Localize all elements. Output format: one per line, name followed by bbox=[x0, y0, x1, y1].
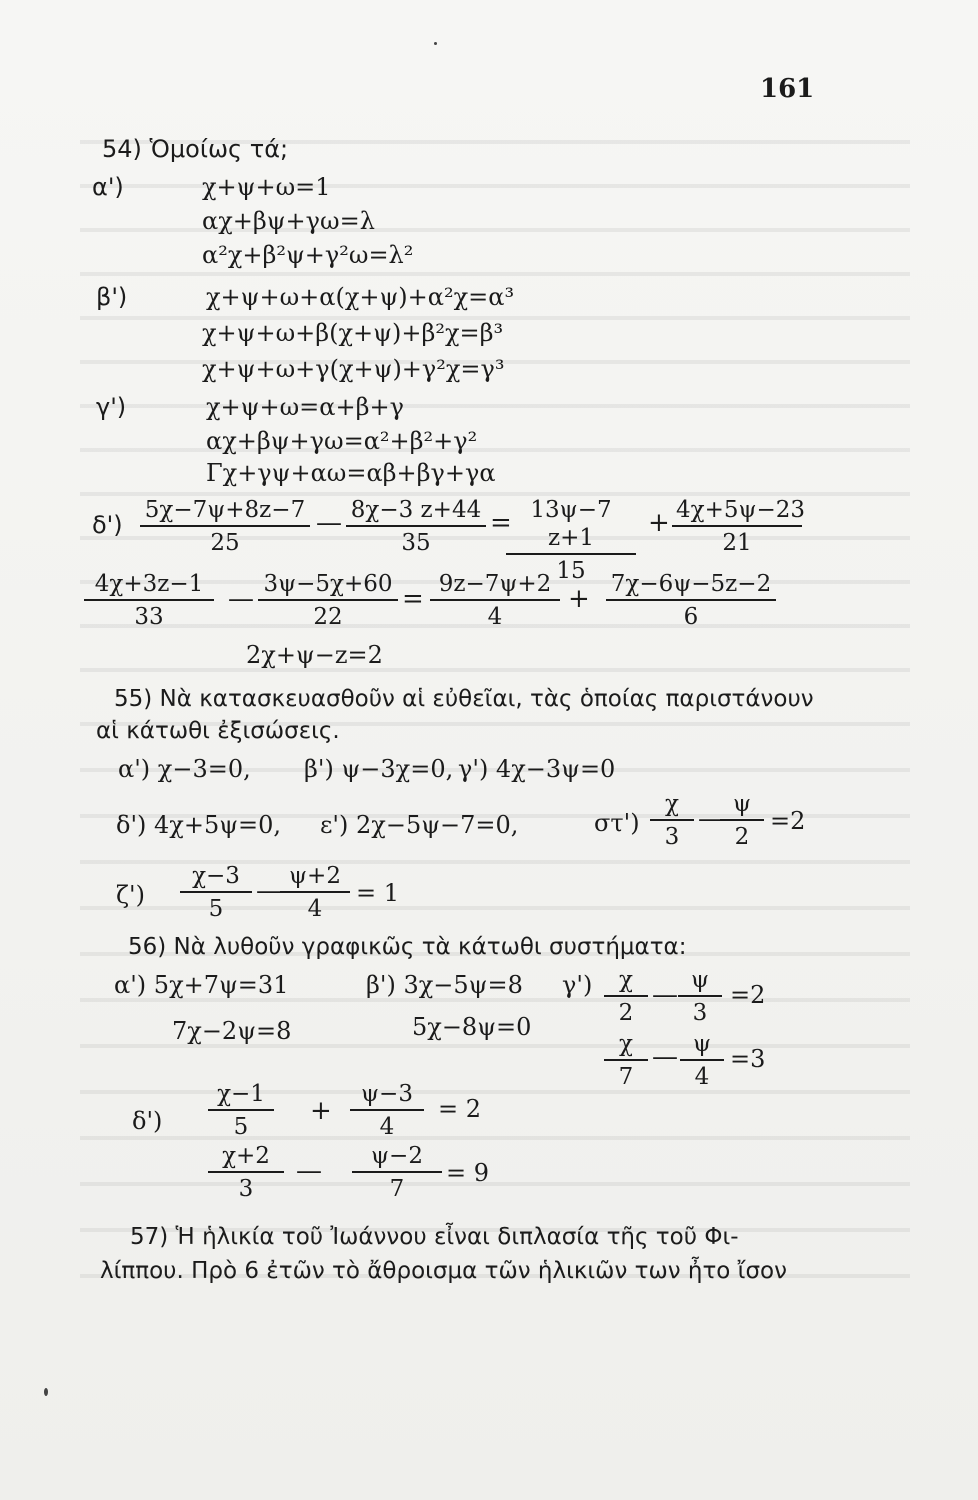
fraction bbox=[604, 1030, 648, 1091]
problem-57-line-1: 57) Ἡ ἡλικία τοῦ Ἰωάννου εἶναι διπλασία τῆς τοῦ Φι- bbox=[130, 1224, 739, 1250]
denominator: 4 bbox=[694, 1064, 710, 1090]
fraction bbox=[720, 790, 764, 851]
equation: 7χ−2ψ=8 bbox=[172, 1017, 292, 1045]
operator: — bbox=[652, 1042, 678, 1072]
problem-57-line-2: λίππου. Πρὸ 6 ἐτῶν τὸ ἄθροισμα τῶν ἡλικιῶν των ἦτο ἴσον bbox=[100, 1258, 787, 1284]
page-number: 161 bbox=[760, 74, 815, 104]
equation: α²χ+β²ψ+γ²ω=λ² bbox=[202, 241, 414, 269]
fraction bbox=[606, 570, 776, 631]
operator: — bbox=[256, 876, 282, 906]
label: ζ') bbox=[116, 881, 145, 909]
label: στ') bbox=[594, 809, 640, 837]
numerator: χ bbox=[650, 790, 694, 821]
numerator: 8χ−3 z+44 bbox=[346, 496, 486, 527]
equation: χ+ψ+ω=1 bbox=[202, 173, 331, 201]
denominator: 25 bbox=[210, 530, 240, 556]
equation: χ+ψ+ω+γ(χ+ψ)+γ²χ=γ³ bbox=[202, 355, 505, 383]
label: γ') bbox=[562, 971, 593, 999]
numerator: 7χ−6ψ−5z−2 bbox=[606, 570, 776, 601]
equation-rhs: = 2 bbox=[438, 1095, 482, 1123]
numerator: χ bbox=[604, 1030, 648, 1061]
equation-rhs: = 1 bbox=[356, 879, 400, 907]
operator: = bbox=[402, 584, 424, 614]
numerator: 4χ+3z−1 bbox=[84, 570, 214, 601]
fraction bbox=[672, 496, 806, 557]
problem-54-c-label: γ') bbox=[96, 393, 127, 421]
equation: 5χ−8ψ=0 bbox=[412, 1013, 532, 1041]
problem-56-header: 56) Νὰ λυθοῦν γραφικῶς τὰ κάτωθι συστήματα: bbox=[128, 934, 687, 960]
denominator: 5 bbox=[233, 1114, 249, 1140]
denominator: 4 bbox=[307, 896, 323, 922]
numerator: 9z−7ψ+2 bbox=[430, 570, 560, 601]
denominator: 5 bbox=[208, 896, 224, 922]
fraction bbox=[180, 862, 252, 923]
numerator: ψ+2 bbox=[280, 862, 350, 893]
equation-rhs: =2 bbox=[730, 981, 766, 1009]
fraction bbox=[678, 966, 722, 1027]
equation: Γχ+γψ+αω=αβ+βγ+γα bbox=[206, 459, 496, 487]
numerator: ψ−2 bbox=[352, 1142, 442, 1173]
operator: — bbox=[228, 584, 254, 614]
fraction bbox=[430, 570, 560, 631]
scan-speck bbox=[44, 1388, 48, 1396]
operator: = bbox=[490, 508, 512, 538]
operator: — bbox=[296, 1156, 322, 1186]
denominator: 35 bbox=[401, 530, 431, 556]
fraction bbox=[604, 966, 648, 1027]
numerator: 3ψ−5χ+60 bbox=[258, 570, 398, 601]
equation: χ+ψ+ω+β(χ+ψ)+β²χ=β³ bbox=[202, 319, 504, 347]
problem-54-d-label: δ') bbox=[92, 511, 123, 539]
denominator: 33 bbox=[134, 604, 164, 630]
fraction bbox=[650, 790, 694, 851]
numerator: χ−3 bbox=[180, 862, 252, 893]
equation-rhs: = 9 bbox=[446, 1159, 490, 1187]
numerator: χ+2 bbox=[208, 1142, 284, 1173]
denominator: 2 bbox=[734, 824, 750, 850]
denominator: 21 bbox=[722, 530, 752, 556]
equation: β') ψ−3χ=0, bbox=[304, 755, 454, 783]
numerator: 13ψ−7 z+1 bbox=[506, 496, 636, 555]
equation: χ+ψ+ω+α(χ+ψ)+α²χ=α³ bbox=[206, 283, 515, 311]
denominator: 4 bbox=[487, 604, 503, 630]
denominator: 3 bbox=[238, 1176, 254, 1202]
denominator: 2 bbox=[618, 1000, 634, 1026]
problem-54-b-label: β') bbox=[96, 283, 128, 311]
equation: αχ+βψ+γω=λ bbox=[202, 207, 375, 235]
fraction bbox=[352, 1142, 442, 1203]
operator: + bbox=[648, 508, 670, 538]
equation: χ+ψ+ω=α+β+γ bbox=[206, 393, 404, 421]
fraction bbox=[350, 1080, 424, 1141]
operator: + bbox=[310, 1096, 332, 1126]
operator: — bbox=[652, 980, 678, 1010]
fraction bbox=[346, 496, 486, 557]
equation: δ') 4χ+5ψ=0, bbox=[116, 811, 282, 839]
denominator: 15 bbox=[556, 558, 586, 584]
numerator: ψ bbox=[720, 790, 764, 821]
denominator: 7 bbox=[618, 1064, 634, 1090]
numerator: χ bbox=[604, 966, 648, 997]
equation: αχ+βψ+γω=α²+β²+γ² bbox=[206, 427, 478, 455]
denominator: 6 bbox=[683, 604, 699, 630]
fraction bbox=[208, 1080, 274, 1141]
equation: α') 5χ+7ψ=31 bbox=[114, 971, 289, 999]
denominator: 3 bbox=[692, 1000, 708, 1026]
denominator: 22 bbox=[313, 604, 343, 630]
problem-55-header: 55) Νὰ κατασκευασθοῦν αἱ εὐθεῖαι, τὰς ὁποίας παριστάνουν bbox=[114, 686, 814, 712]
equation: 2χ+ψ−z=2 bbox=[246, 641, 383, 669]
numerator: ψ bbox=[678, 966, 722, 997]
numerator: ψ−3 bbox=[350, 1080, 424, 1111]
denominator: 4 bbox=[379, 1114, 395, 1140]
equation: γ') 4χ−3ψ=0 bbox=[458, 755, 616, 783]
equation: ε') 2χ−5ψ−7=0, bbox=[320, 811, 519, 839]
numerator: χ−1 bbox=[208, 1080, 274, 1111]
fraction bbox=[140, 496, 310, 557]
equation-rhs: =2 bbox=[770, 807, 806, 835]
fraction bbox=[208, 1142, 284, 1203]
problem-54-header: 54) Ὁμοίως τά; bbox=[102, 135, 289, 163]
numerator: ψ bbox=[680, 1030, 724, 1061]
denominator: 3 bbox=[664, 824, 680, 850]
fraction bbox=[84, 570, 214, 631]
fraction bbox=[280, 862, 350, 923]
operator: — bbox=[316, 508, 342, 538]
equation-rhs: =3 bbox=[730, 1045, 766, 1073]
equation: β') 3χ−5ψ=8 bbox=[366, 971, 523, 999]
numerator: 4χ+5ψ−23 bbox=[672, 496, 802, 527]
operator: — bbox=[698, 804, 724, 834]
scan-speck bbox=[434, 42, 437, 45]
numerator: 5χ−7ψ+8z−7 bbox=[140, 496, 310, 527]
equation: α') χ−3=0, bbox=[118, 755, 251, 783]
fraction bbox=[258, 570, 398, 631]
problem-54-a-label: α') bbox=[92, 173, 124, 201]
fraction bbox=[680, 1030, 724, 1091]
operator: + bbox=[568, 584, 590, 614]
label: δ') bbox=[132, 1107, 163, 1135]
problem-55-header-cont: αἱ κάτωθι ἐξισώσεις. bbox=[96, 718, 340, 744]
denominator: 7 bbox=[389, 1176, 405, 1202]
